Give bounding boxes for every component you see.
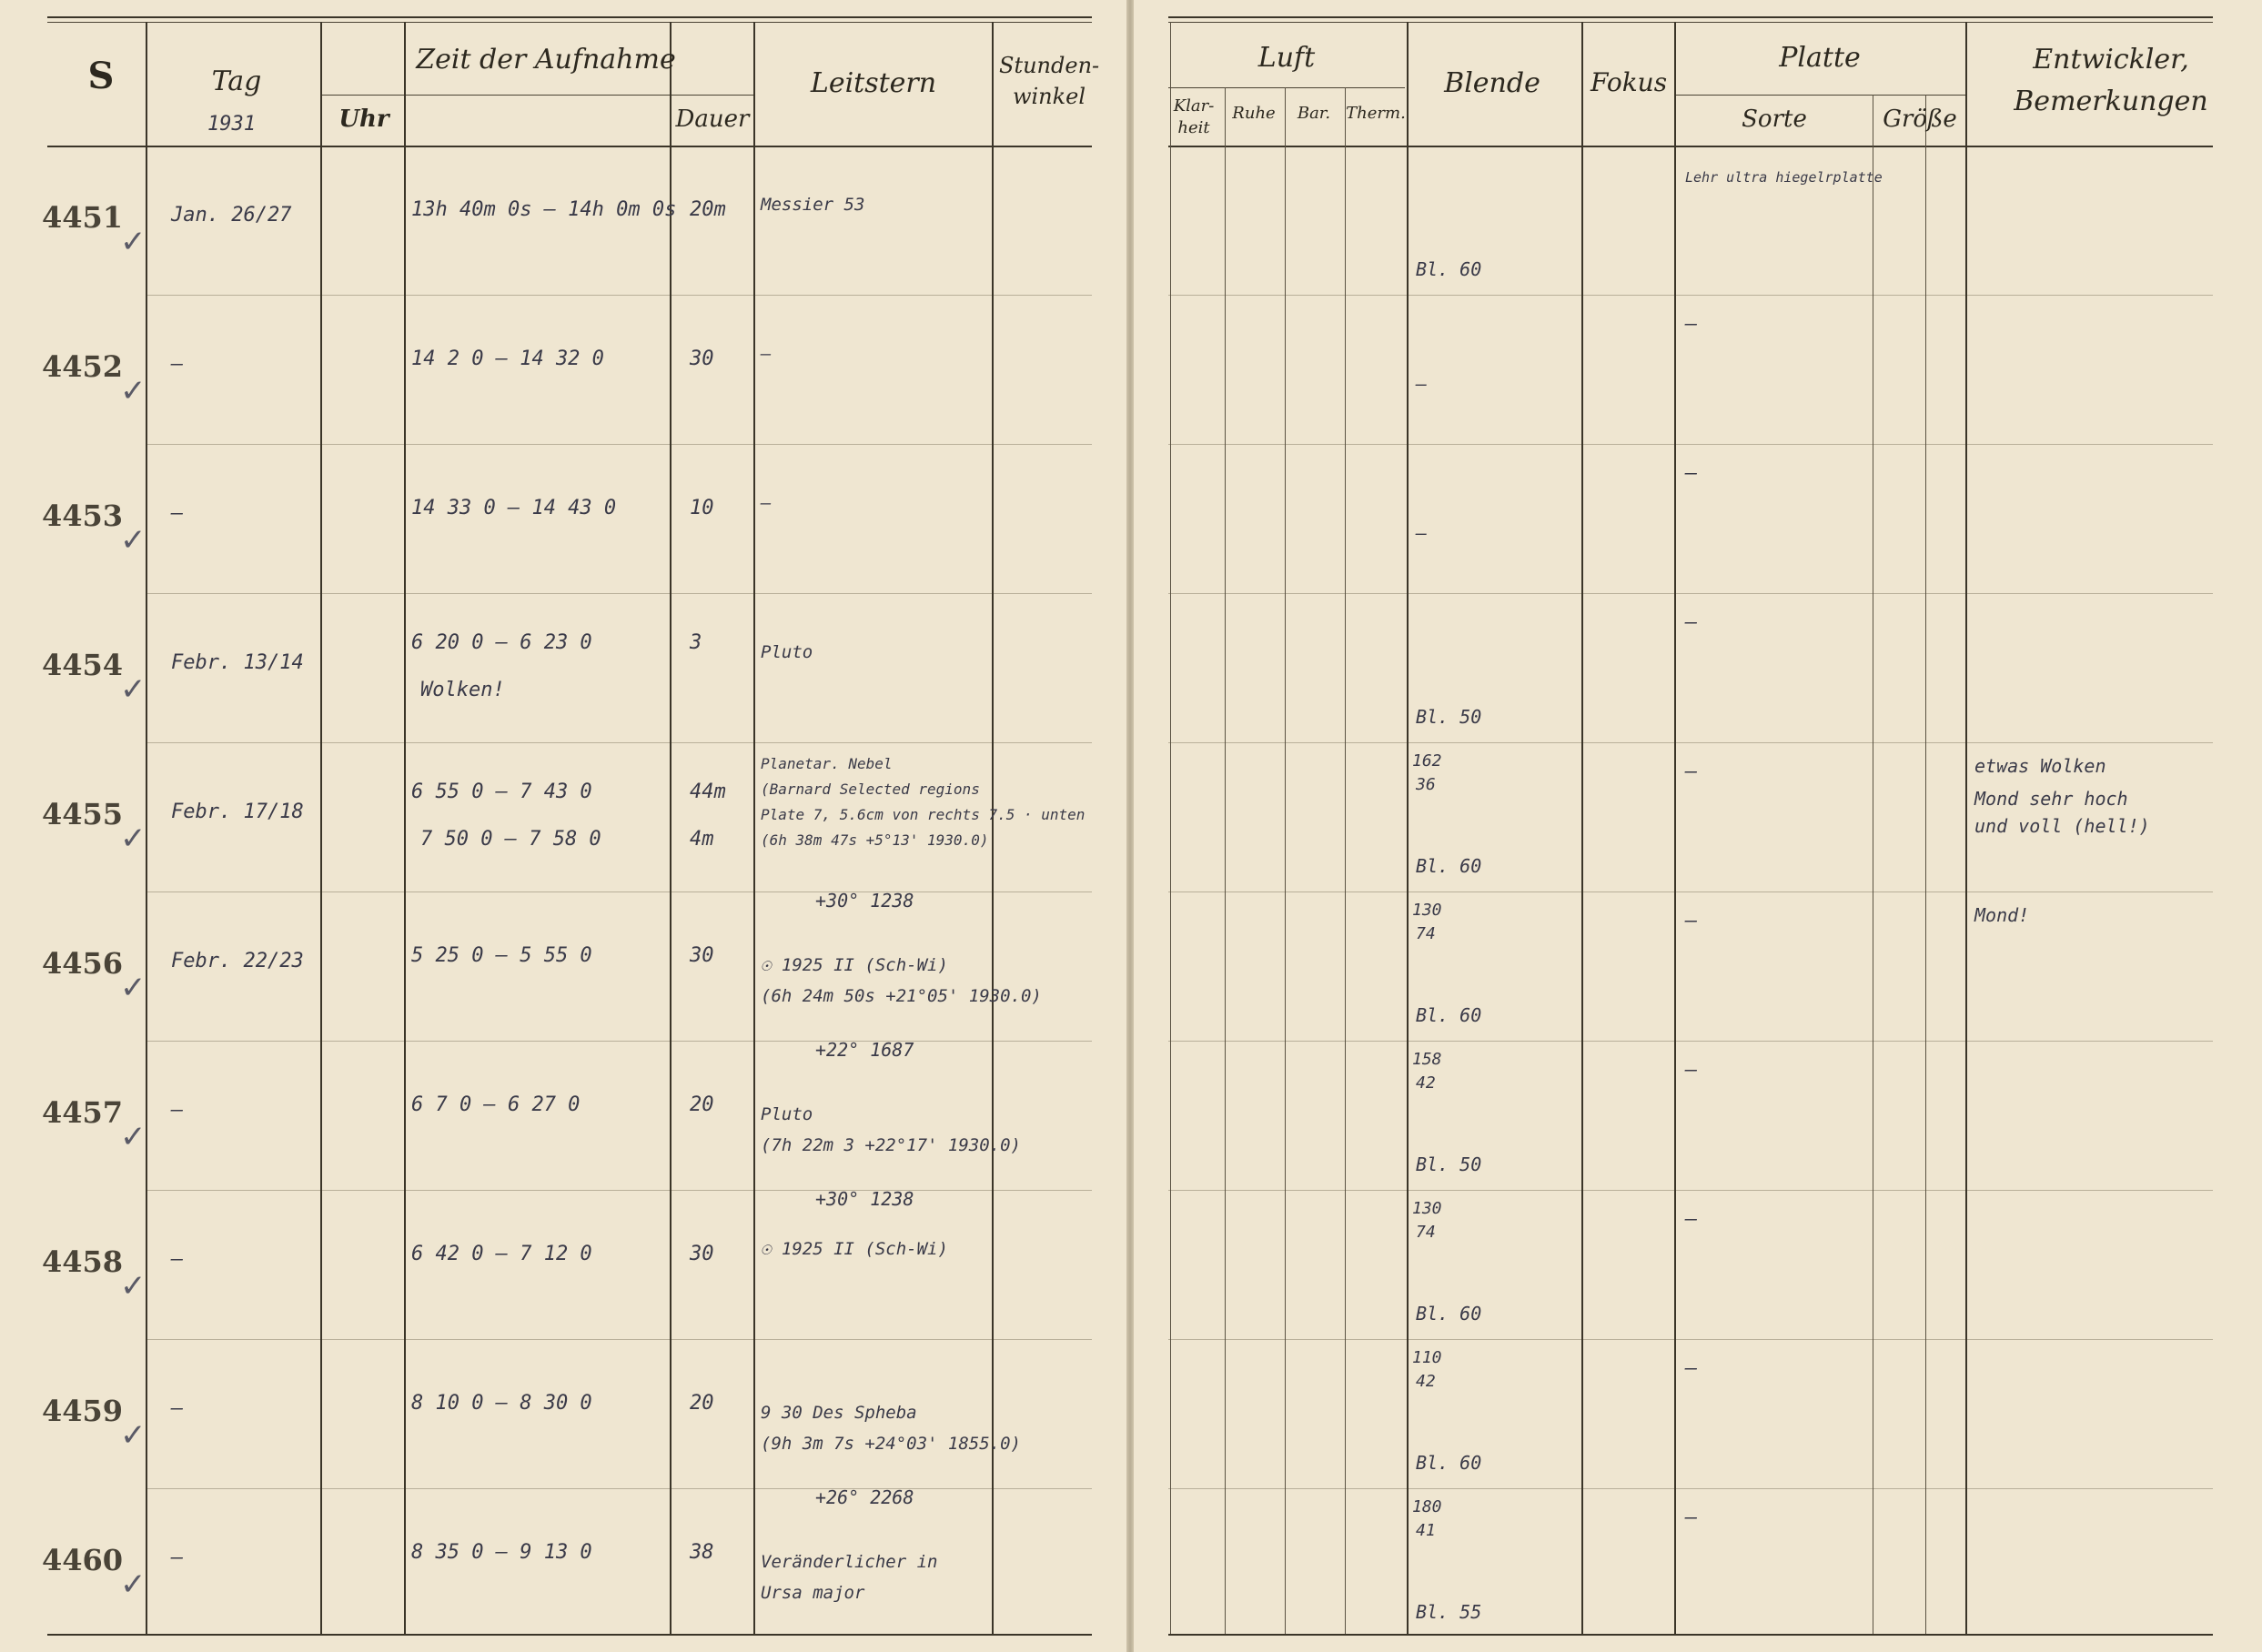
row-rule	[1168, 1041, 2213, 1042]
cell-leitstern: (Barnard Selected regions	[761, 781, 980, 798]
col-bar-right	[1345, 87, 1346, 1634]
cell-uhr: 6 20 0 – 6 23 0	[411, 631, 592, 654]
cell-uhr: 14 33 0 – 14 43 0	[411, 497, 617, 519]
cell-leitstern: ☉ 1925 II (Sch-Wi)	[761, 955, 948, 975]
cell-sorte: –	[1685, 1357, 1698, 1380]
cell-blende: –	[1416, 373, 1428, 395]
cell-sorte: –	[1685, 611, 1698, 634]
cell-blende: Bl. 60	[1416, 1303, 1482, 1325]
row-rule	[1168, 444, 2213, 445]
col-groesse-inner	[1925, 95, 1926, 1634]
cell-dauer: 10	[690, 497, 714, 519]
row-number: 4452	[42, 349, 124, 384]
cell-leitstern: (7h 22m 3 +22°17' 1930.0)	[761, 1135, 1021, 1155]
cell-uhr-2: Wolken!	[420, 679, 505, 701]
header-klarheit-1: Klar-	[1173, 96, 1215, 116]
checkmark-icon: ✓	[120, 1119, 146, 1155]
cell-leitstern-ref: +30° 1238	[815, 1188, 914, 1210]
cell-blende-mid: 41	[1416, 1521, 1436, 1540]
cell-blende: Bl. 50	[1416, 706, 1482, 728]
cell-blende: Bl. 50	[1416, 1153, 1482, 1175]
row-rule	[1168, 742, 2213, 743]
cell-leitstern: (9h 3m 7s +24°03' 1855.0)	[761, 1434, 1021, 1454]
cell-uhr: 14 2 0 – 14 32 0	[411, 348, 604, 370]
header-dauer: Dauer	[675, 106, 750, 133]
col-leitstern-right	[992, 22, 994, 1634]
cell-uhr: 6 42 0 – 7 12 0	[411, 1243, 592, 1265]
header-blende: Blende	[1444, 67, 1540, 99]
header-bar: Bar.	[1297, 104, 1331, 123]
cell-sorte: –	[1685, 313, 1698, 336]
cell-dauer: 44m	[690, 781, 726, 803]
cell-blende: Bl. 55	[1416, 1601, 1482, 1623]
cell-bemerkung-2: Mond sehr hoch	[1974, 788, 2128, 810]
row-number: 4453	[42, 499, 124, 533]
cell-blende-mid: 36	[1416, 775, 1436, 794]
cell-tag: –	[171, 353, 184, 376]
cell-dauer: 30	[690, 944, 714, 967]
checkmark-icon: ✓	[120, 373, 146, 409]
checkmark-icon: ✓	[120, 224, 146, 260]
cell-blende-mid: 74	[1416, 1223, 1436, 1242]
row-rule	[146, 1488, 1092, 1489]
cell-leitstern: Veränderlicher in	[761, 1552, 938, 1572]
row-number: 4457	[42, 1095, 124, 1130]
row-rule	[146, 1190, 1092, 1191]
cell-sorte: –	[1685, 910, 1698, 932]
year-note: 1931	[207, 113, 256, 136]
cell-blende-mid: 74	[1416, 924, 1436, 943]
cell-tag: –	[171, 1099, 184, 1122]
bottom-rule	[1168, 1634, 2213, 1636]
header-uhr: Uhr	[338, 106, 389, 133]
header-entwickler-2: Bemerkungen	[2014, 86, 2208, 117]
col-fokus-right	[1674, 22, 1676, 1634]
bottom-rule	[47, 1634, 1092, 1636]
top-rule	[1168, 16, 2213, 18]
cell-dauer: 38	[690, 1541, 714, 1564]
header-luft: Luft	[1257, 42, 1316, 74]
cell-blende-top: 180	[1412, 1497, 1442, 1516]
cell-blende: Bl. 60	[1416, 1452, 1482, 1474]
row-rule	[146, 1339, 1092, 1340]
row-number: 4451	[42, 200, 124, 235]
top-rule	[47, 22, 1092, 23]
col-therm-right	[1407, 22, 1409, 1634]
header-leitstern: Leitstern	[810, 67, 937, 99]
cell-leitstern: Planetar. Nebel	[761, 755, 893, 772]
header-ruhe: Ruhe	[1232, 104, 1276, 123]
row-rule	[146, 444, 1092, 445]
cell-sorte: –	[1685, 1506, 1698, 1529]
checkmark-icon: ✓	[120, 1268, 146, 1304]
cell-tag: Febr. 17/18	[171, 801, 304, 823]
cell-blende: Bl. 60	[1416, 1004, 1482, 1026]
cell-leitstern: (6h 38m 47s +5°13' 1930.0)	[761, 831, 989, 849]
row-rule	[146, 295, 1092, 296]
row-rule	[1168, 295, 2213, 296]
cell-blende-top: 130	[1412, 901, 1442, 920]
cell-blende-top: 110	[1412, 1348, 1442, 1367]
cell-blende: Bl. 60	[1416, 855, 1482, 877]
header-tag: Tag	[211, 65, 262, 97]
cell-blende: –	[1416, 522, 1428, 544]
header-s: S	[87, 55, 115, 97]
cell-tag: Jan. 26/27	[171, 204, 292, 227]
row-number: 4454	[42, 648, 124, 682]
cell-uhr: 13h 40m 0s – 14h 0m 0s	[411, 198, 677, 221]
row-number: 4459	[42, 1394, 124, 1428]
cell-uhr: 5 25 0 – 5 55 0	[411, 944, 592, 967]
cell-leitstern: Pluto	[761, 1104, 813, 1124]
cell-leitstern: Plate 7, 5.6cm von rechts 7.5 · unten	[761, 806, 1086, 823]
header-sorte: Sorte	[1742, 106, 1807, 133]
header-groesse: Größe	[1883, 106, 1957, 133]
header-therm: Therm.	[1346, 104, 1406, 123]
cell-sorte: –	[1685, 462, 1698, 485]
row-rule	[1168, 1488, 2213, 1489]
cell-leitstern: Messier 53	[761, 195, 865, 215]
header-sub-rule	[1168, 87, 1405, 88]
cell-dauer: 20m	[690, 198, 726, 221]
cell-bemerkung: Mond!	[1974, 904, 2030, 926]
cell-dauer: 20	[690, 1392, 714, 1415]
cell-tag: –	[171, 502, 184, 525]
cell-tag: –	[171, 1248, 184, 1271]
row-rule	[146, 891, 1092, 892]
row-number: 4460	[42, 1543, 124, 1577]
col-uhr-inner	[404, 22, 406, 1634]
cell-tag: Febr. 22/23	[171, 950, 304, 972]
cell-leitstern: Pluto	[761, 642, 813, 662]
row-rule	[146, 742, 1092, 743]
row-rule	[1168, 1339, 2213, 1340]
col-dauer-right	[753, 22, 755, 1634]
book-gutter	[1126, 0, 1134, 1652]
cell-blende-mid: 42	[1416, 1073, 1436, 1093]
cell-tag: Febr. 13/14	[171, 651, 304, 674]
cell-leitstern: ☉ 1925 II (Sch-Wi)	[761, 1239, 948, 1259]
header-stundenwinkel-1: Stunden-	[999, 53, 1100, 78]
col-tag-right	[320, 22, 322, 1634]
row-number: 4455	[42, 797, 124, 831]
cell-blende-top: 162	[1412, 751, 1442, 771]
row-rule	[146, 1041, 1092, 1042]
cell-dauer: 30	[690, 348, 714, 370]
checkmark-icon: ✓	[120, 671, 146, 708]
cell-uhr: 6 7 0 – 6 27 0	[411, 1093, 581, 1116]
cell-leitstern: –	[761, 344, 772, 364]
cell-dauer: 20	[690, 1093, 714, 1116]
cell-blende-mid: 42	[1416, 1372, 1436, 1391]
row-rule	[1168, 1190, 2213, 1191]
row-number: 4458	[42, 1244, 124, 1279]
header-sub-rule	[1674, 95, 1965, 96]
checkmark-icon: ✓	[120, 1417, 146, 1454]
cell-blende-top: 158	[1412, 1050, 1442, 1069]
cell-tag: –	[171, 1546, 184, 1569]
cell-dauer-2: 4m	[690, 828, 714, 851]
header-entwickler-1: Entwickler,	[2033, 44, 2189, 76]
header-platte: Platte	[1779, 42, 1861, 74]
row-rule	[1168, 593, 2213, 594]
cell-leitstern: Ursa major	[761, 1583, 865, 1603]
header-klarheit-2: heit	[1177, 118, 1210, 137]
col-platte-right	[1965, 22, 1967, 1634]
col-luft-left	[1170, 22, 1171, 1634]
col-blende-right	[1581, 22, 1583, 1634]
cell-leitstern: –	[761, 493, 772, 513]
cell-leitstern-ref: +22° 1687	[815, 1039, 914, 1061]
col-uhr-right	[670, 22, 672, 1634]
row-rule	[146, 593, 1092, 594]
cell-leitstern-ref: +26° 2268	[815, 1486, 914, 1508]
row-number: 4456	[42, 946, 124, 981]
cell-leitstern-ref: +30° 1238	[815, 890, 914, 912]
checkmark-icon: ✓	[120, 522, 146, 559]
cell-bemerkung-3: und voll (hell!)	[1974, 815, 2150, 837]
cell-bemerkung: etwas Wolken	[1974, 755, 2106, 777]
col-ruhe-right	[1285, 87, 1286, 1634]
cell-uhr: 6 55 0 – 7 43 0	[411, 781, 592, 803]
cell-uhr: 8 35 0 – 9 13 0	[411, 1541, 592, 1564]
header-stundenwinkel-2: winkel	[1012, 84, 1086, 109]
cell-dauer: 30	[690, 1243, 714, 1265]
cell-blende: Bl. 60	[1416, 258, 1482, 280]
cell-uhr: 8 10 0 – 8 30 0	[411, 1392, 592, 1415]
top-rule	[1168, 22, 2213, 23]
col-klarheit-right	[1225, 87, 1226, 1634]
cell-sorte: –	[1685, 761, 1698, 783]
row-rule	[1168, 891, 2213, 892]
cell-sorte: –	[1685, 1208, 1698, 1231]
header-bottom-rule	[47, 146, 1092, 147]
cell-leitstern: (6h 24m 50s +21°05' 1930.0)	[761, 986, 1042, 1006]
cell-tag: –	[171, 1397, 184, 1420]
header-zeit: Zeit der Aufnahme	[416, 44, 676, 76]
header-sub-rule	[320, 95, 755, 96]
top-rule	[47, 16, 1092, 18]
checkmark-icon: ✓	[120, 970, 146, 1006]
checkmark-icon: ✓	[120, 1566, 146, 1603]
header-fokus: Fokus	[1590, 67, 1668, 97]
header-bottom-rule	[1168, 146, 2213, 147]
checkmark-icon: ✓	[120, 821, 146, 857]
cell-sorte: –	[1685, 1059, 1698, 1082]
cell-leitstern: 9 30 Des Spheba	[761, 1403, 917, 1423]
cell-blende-top: 130	[1412, 1199, 1442, 1218]
cell-uhr-2: 7 50 0 – 7 58 0	[420, 828, 601, 851]
cell-dauer: 3	[690, 631, 702, 654]
cell-sorte: Lehr ultra hiegelrplatte	[1685, 169, 1883, 186]
